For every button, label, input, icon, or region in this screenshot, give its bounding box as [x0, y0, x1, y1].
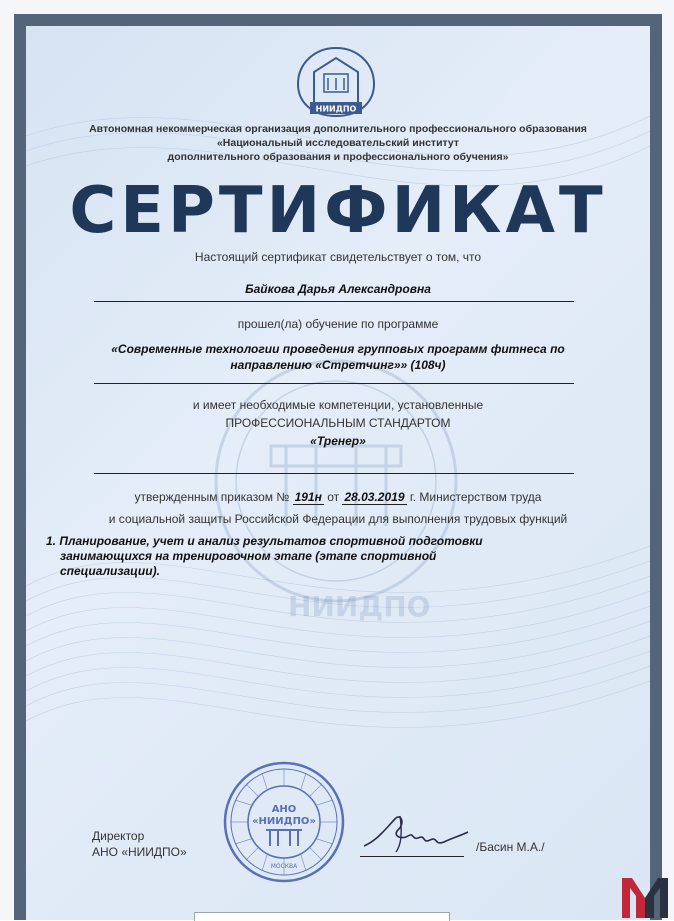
- recipient-name: Байкова Дарья Александровна: [245, 282, 431, 296]
- recipient-underline: [94, 301, 574, 302]
- function-line-2: занимающихся на тренировочном этапе (этапе спортивной: [60, 549, 437, 563]
- competence-label: и имеет необходимые компетенции, установленные: [192, 398, 484, 412]
- intro-text: Настоящий сертификат свидетельствует о том, что: [194, 250, 482, 264]
- standard-underline: [94, 473, 574, 474]
- completed-label: прошел(ла) обучение по программе: [237, 317, 439, 331]
- standard-label: ПРОФЕССИОНАЛЬНЫМ СТАНДАРТОМ: [225, 416, 451, 430]
- signatory-name: /Басин М.А./: [476, 840, 545, 854]
- certificate-paper: [26, 26, 650, 920]
- institute-logo-icon: [294, 44, 378, 122]
- signature-icon: [356, 810, 476, 860]
- org-line-1: Автономная некоммерческая организация дополнительного профессионального образования: [89, 123, 587, 135]
- seal-bottom-text: МОСКВА: [270, 863, 298, 870]
- watermark-text: НИИДПО: [288, 590, 431, 623]
- round-seal-icon: [222, 760, 346, 884]
- corner-m-logo-icon: [620, 872, 670, 920]
- organization-name: [26, 122, 650, 164]
- org-line-3: дополнительного образования и профессионального обучения»: [167, 151, 509, 163]
- program-underline: [94, 383, 574, 384]
- function-line-3: специализации).: [60, 564, 160, 578]
- order-number: 191н: [294, 490, 322, 504]
- function-line-1: 1. Планирование, учет и анализ результатов спортивной подготовки: [46, 534, 483, 548]
- order-prefix: утвержденным приказом №: [134, 490, 290, 504]
- logo-caption: НИИДПО: [315, 104, 357, 114]
- org-line-2: «Национальный исследовательский институт: [216, 137, 460, 149]
- seal-middle-text: «НИИДПО»: [252, 816, 316, 827]
- labor-function-item: [46, 534, 606, 579]
- order-suffix: г. Министерством труда: [409, 490, 542, 504]
- order-date: 28.03.2019: [344, 490, 405, 504]
- seal-top-text: АНО: [271, 804, 297, 815]
- certificate-title: СЕРТИФИКАТ: [69, 174, 607, 248]
- order-from-label: от: [327, 490, 340, 504]
- order-line: [26, 490, 650, 505]
- program-line-1: «Современные технологии проведения групповых программ фитнеса по: [111, 342, 565, 356]
- standard-name: «Тренер»: [310, 434, 366, 448]
- program-line-2: направлению «Стретчинг»» (108ч): [230, 358, 446, 372]
- director-line-1: Директор: [92, 829, 145, 843]
- director-line-2: АНО «НИИДПО»: [92, 845, 187, 859]
- order-line-2: и социальной защиты Российской Федерации для выполнения трудовых функций: [108, 512, 568, 526]
- signature-line: [360, 856, 464, 857]
- director-title: [92, 828, 187, 860]
- program-name: [26, 341, 650, 373]
